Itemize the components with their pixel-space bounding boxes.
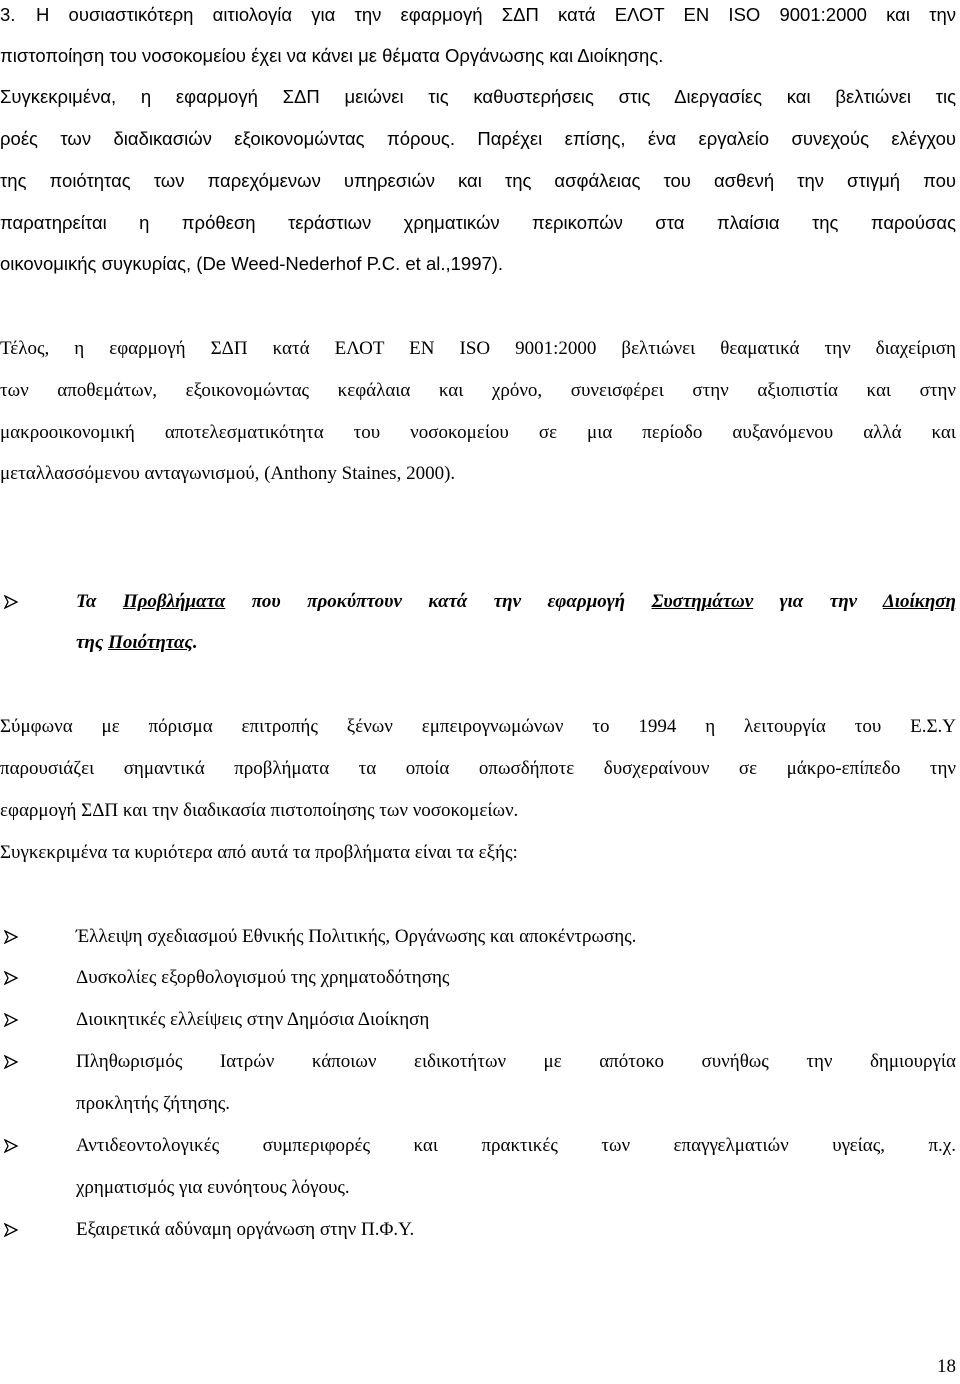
text-line: παρουσιάζει σημαντικά προβλήματα τα οποία οπωσδήποτε δυσχεραίνουν σε μάκρο-επίπεδο την — [0, 758, 956, 779]
list-item-text: Πληθωρισμός Ιατρών κάποιων ειδικοτήτων με απότοκο συνήθως την δημιουργία — [76, 1051, 956, 1072]
text-line: Συγκεκριμένα, η εφαρμογή ΣΔΠ μειώνει τις καθυστερήσεις στις Διεργασίες και βελτιώνει τις — [0, 86, 956, 107]
text-line: μακροοικονομική αποτελεσματικότητα του νοσοκομείου σε μια περίοδο αυξανόμενου αλλά και — [0, 422, 956, 443]
list-item-text: χρηματισμός για ευνόητους λόγους. — [76, 1177, 350, 1198]
text-line: των αποθεμάτων, εξοικονομώντας κεφάλαια και χρόνο, συνεισφέρει στην αξιοπιστία και στην — [0, 380, 956, 401]
text-line: μεταλλασσόμενου ανταγωνισμού, (Anthony Staines, 2000). — [0, 463, 456, 484]
list-item-text: Διοικητικές ελλείψεις στην Δημόσια Διοίκηση — [76, 1009, 430, 1030]
arrowhead-bullet-icon — [4, 971, 18, 985]
section-heading-continued: της Ποιότητας. — [76, 632, 198, 653]
text-line: πιστοποίηση του νοσοκομείου έχει να κάνει με θέματα Οργάνωσης και Διοίκησης. — [0, 45, 664, 66]
arrowhead-bullet-icon — [4, 595, 18, 609]
arrowhead-bullet-icon — [4, 930, 18, 944]
list-item-text: Δυσκολίες εξορθολογισμού της χρηματοδότησης — [76, 967, 450, 988]
arrowhead-bullet-icon — [4, 1013, 18, 1027]
arrowhead-bullet-icon — [4, 1223, 18, 1237]
list-item-text: προκλητής ζήτησης. — [76, 1093, 231, 1114]
section-heading: Τα Προβλήματα που προκύπτουν κατά την εφαρμογή Συστημάτων για την Διοίκηση — [76, 591, 956, 612]
list-item-text: Έλλειψη σχεδιασμού Εθνικής Πολιτικής, Οργάνωσης και αποκέντρωσης. — [76, 926, 637, 947]
list-number: 3. — [0, 4, 16, 25]
arrowhead-bullet-icon — [4, 1055, 18, 1069]
text-line: εφαρμογή ΣΔΠ και την διαδικασία πιστοποίησης των νοσοκομείων. — [0, 800, 519, 821]
text-line: Συγκεκριμένα τα κυριότερα από αυτά τα προβλήματα είναι τα εξής: — [0, 842, 518, 863]
text-line: Η ουσιαστικότερη αιτιολογία για την εφαρμογή ΣΔΠ κατά ΕΛΟΤ ΕΝ ISO 9001:2000 και την — [36, 4, 956, 25]
list-item-text: Εξαιρετικά αδύναμη οργάνωση στην Π.Φ.Υ. — [76, 1219, 415, 1240]
text-line: ροές των διαδικασιών εξοικονομώντας πόρους. Παρέχει επίσης, ένα εργαλείο συνεχούς ελέγχου — [0, 128, 956, 149]
arrowhead-bullet-icon — [4, 1139, 18, 1153]
list-item-text: Αντιδεοντολογικές συμπεριφορές και πρακτικές των επαγγελματιών υγείας, π.χ. — [76, 1135, 956, 1156]
text-line: παρατηρείται η πρόθεση τεράστιων χρηματικών περικοπών στα πλαίσια της παρούσας — [0, 212, 956, 233]
text-line: Τέλος, η εφαρμογή ΣΔΠ κατά ΕΛΟΤ ΕΝ ISO 9001:2000 βελτιώνει θεαματικά την διαχείριση — [0, 338, 956, 359]
text-line: Σύμφωνα με πόρισμα επιτροπής ξένων εμπειρογνωμώνων το 1994 η λειτουργία του Ε.Σ.Υ — [0, 716, 956, 737]
text-line: οικονομικής συγκυρίας, (De Weed-Nederhof P.C. et al.,1997). — [0, 253, 504, 274]
page-number: 18 — [937, 1356, 956, 1377]
text-line: της ποιότητας των παρεχόμενων υπηρεσιών και της ασφάλειας του ασθενή την στιγμή που — [0, 170, 956, 191]
